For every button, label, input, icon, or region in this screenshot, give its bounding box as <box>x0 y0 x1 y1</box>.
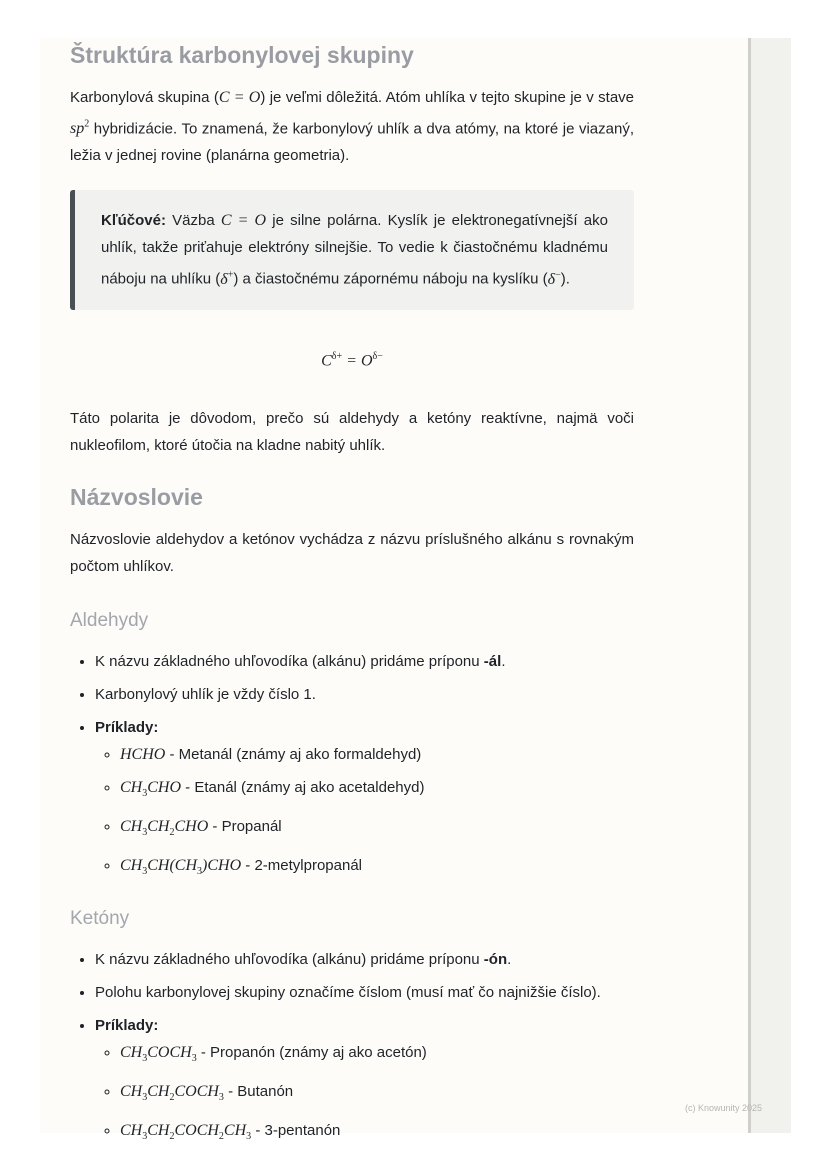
example-name: - Butanón <box>223 1082 294 1100</box>
formula-part: CH <box>223 1121 247 1139</box>
text: ) a čiastočnému zápornému náboju na kyslíku ( <box>233 270 548 288</box>
math-co: C = O <box>220 212 267 230</box>
example-item <box>120 852 634 885</box>
text: K názvu základného uhľovodíka (alkánu) pridáme príponu <box>95 652 484 670</box>
example-item <box>120 813 634 846</box>
math-sp2 <box>70 120 89 137</box>
chemical-formula <box>120 1043 197 1064</box>
text: ) je veľmi dôležitá. Atóm uhlíka v tejto skupine je v stave <box>260 89 634 106</box>
aldehydy-list <box>70 648 634 886</box>
example-item <box>120 1039 634 1072</box>
example-name: - Etanál (známy aj ako acetaldehyd) <box>181 778 425 796</box>
subscript: 3 <box>142 1052 148 1064</box>
superscript: − <box>555 269 561 281</box>
chemical-formula <box>120 1082 224 1103</box>
examples-list <box>95 1039 634 1151</box>
list-item <box>95 1012 634 1151</box>
formula-part: CH <box>147 1082 170 1100</box>
subscript: 2 <box>169 1131 175 1143</box>
text: hybridizácie. To znamená, že karbonylový uhlík a dva atómy, na ktoré je viazaný, ležia v jednej rovine (planárna geometria). <box>70 120 634 165</box>
examples-label: Príklady: <box>95 1016 159 1034</box>
formula-part: CH <box>120 857 143 875</box>
ketony-list <box>70 946 634 1151</box>
list-item <box>95 946 634 973</box>
list-item <box>95 714 634 886</box>
suffix: -ón <box>483 950 508 968</box>
example-name: - Metanál (známy aj ako formaldehyd) <box>165 745 422 763</box>
subscript: 3 <box>142 788 148 800</box>
math-delta-plus <box>220 271 233 288</box>
subscript: 2 <box>169 827 175 839</box>
suffix: -ál <box>483 652 502 670</box>
formula-part: )CHO <box>202 857 242 875</box>
subscript: 3 <box>191 1052 197 1064</box>
subscript: 3 <box>142 827 148 839</box>
subscript: 3 <box>142 866 148 878</box>
formula-part: CH <box>147 818 170 836</box>
document-content <box>70 38 634 1156</box>
text: = O <box>342 351 373 369</box>
formula-part: COCH <box>147 1043 192 1061</box>
text: Karbonylová skupina ( <box>70 89 219 106</box>
formula-part: CHO <box>147 778 182 796</box>
side-margin <box>751 38 791 1133</box>
polarity-equation <box>70 343 634 374</box>
formula-part: COCH <box>174 1082 219 1100</box>
text: . <box>501 652 506 670</box>
superscript: δ+ <box>331 350 343 362</box>
example-item <box>120 1117 634 1150</box>
copyright-footer: (c) Knowunity 2025 <box>685 1103 763 1113</box>
key-callout <box>70 190 634 309</box>
subscript: 2 <box>218 1131 224 1143</box>
chemical-formula <box>120 746 165 763</box>
list-item: • Karbonylový uhlík je vždy číslo 1. <box>95 681 634 708</box>
chemical-formula <box>120 1121 252 1143</box>
formula-part: CHO <box>174 818 209 836</box>
paragraph-nazvoslovie: Názvoslovie aldehydov a ketónov vychádza z názvu príslušného alkánu s rovnakým počtom uhlíkov. <box>70 530 634 575</box>
text: sp <box>70 120 85 138</box>
list-item <box>95 648 634 675</box>
subscript: 3 <box>142 1131 148 1143</box>
example-item <box>120 741 634 768</box>
subscript: 3 <box>197 866 203 878</box>
section-title-nazvoslovie: Názvoslovie <box>70 483 203 510</box>
subsection-title-ketony: Ketóny <box>70 907 130 929</box>
text: δ <box>547 270 556 288</box>
text: . <box>507 950 512 968</box>
formula-part: HCHO <box>120 745 166 763</box>
formula-part: CH <box>120 778 143 796</box>
section-title-struktura: Štruktúra karbonylovej skupiny <box>70 42 414 68</box>
formula-part: CH(CH <box>147 857 198 875</box>
text: Väzba <box>165 212 221 230</box>
subscript: 3 <box>218 1091 224 1103</box>
formula-part: COCH <box>174 1121 219 1139</box>
example-item <box>120 774 634 807</box>
example-name: - 3-pentanón <box>251 1121 341 1139</box>
callout-label: Kľúčové: <box>101 212 166 230</box>
example-name: - 2-metylpropanál <box>241 857 363 875</box>
superscript: 2 <box>84 119 90 130</box>
text: ). <box>560 270 570 288</box>
chemical-formula <box>120 778 182 800</box>
paragraph-intro <box>70 84 634 169</box>
list-item: • Polohu karbonylovej skupiny označíme číslom (musí mať čo najnižšie číslo). <box>95 979 634 1006</box>
superscript: δ− <box>372 350 383 362</box>
text: je silne polárna. Kyslík je elektronegatívnejší ako uhlík, takže priťahuje elektróny silnejšie. To vedie k čiastočnému kladnému náboju na uhlíku ( <box>101 212 608 288</box>
formula-part: CH <box>120 1121 143 1139</box>
subscript: 3 <box>246 1131 252 1143</box>
examples-list <box>95 741 634 886</box>
subscript: 3 <box>142 1091 148 1103</box>
text: C <box>321 351 332 369</box>
formula-part: CH <box>147 1121 170 1139</box>
formula-part: CH <box>120 818 143 836</box>
text: K názvu základného uhľovodíka (alkánu) pridáme príponu <box>95 950 484 968</box>
subscript: 2 <box>169 1091 175 1103</box>
chemical-formula <box>120 818 209 839</box>
subsection-title-aldehydy: Aldehydy <box>70 609 149 631</box>
examples-label: Príklady: <box>95 718 159 736</box>
example-item <box>120 1078 634 1111</box>
chemical-formula <box>120 857 242 878</box>
superscript: + <box>227 269 234 281</box>
example-name: - Propanál <box>208 818 282 836</box>
example-name: - Propanón (známy aj ako acetón) <box>196 1043 427 1061</box>
formula-part: CH <box>120 1043 143 1061</box>
math-co: C = O <box>218 89 261 106</box>
math-delta-minus <box>548 271 561 288</box>
formula-part: CH <box>120 1082 143 1100</box>
text: δ <box>220 270 228 288</box>
paragraph-polarity: Táto polarita je dôvodom, prečo sú aldehydy a ketóny reaktívne, najmä voči nukleofilom, ktoré útočia na kladne nabitý uhlík. <box>70 409 634 454</box>
